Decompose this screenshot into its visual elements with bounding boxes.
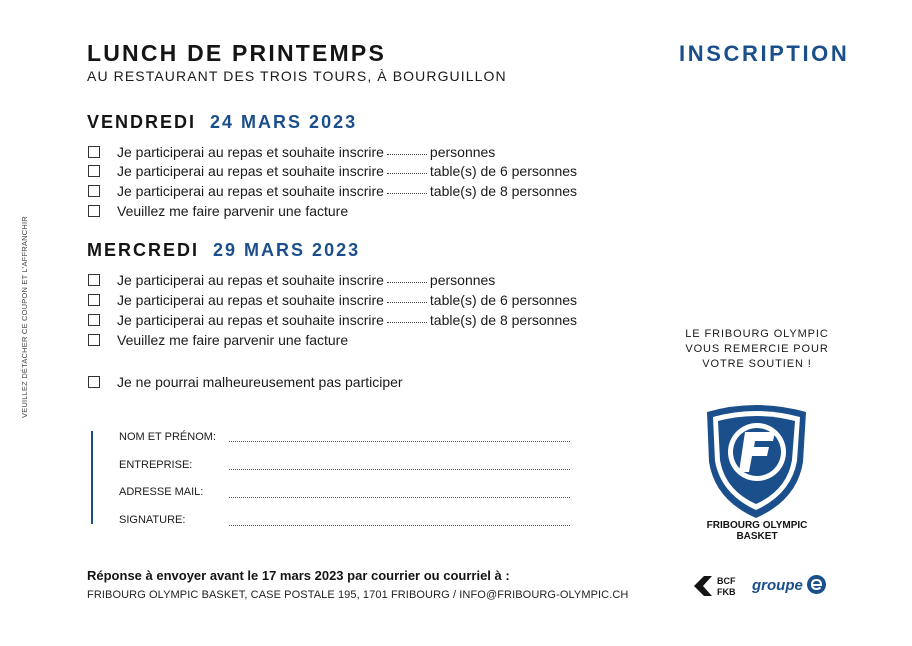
decline-option[interactable] bbox=[88, 373, 403, 391]
option-suffix: personnes bbox=[429, 144, 496, 160]
option-text: Je participerai au repas et souhaite inscrire bbox=[117, 163, 384, 179]
option-text: Je participerai au repas et souhaite inscrire bbox=[117, 292, 384, 308]
detach-note: VEUILLEZ DÉTACHER CE COUPON ET L'AFFRANCHIR bbox=[20, 216, 29, 418]
fill-in-blank[interactable] bbox=[387, 193, 427, 194]
checkbox[interactable] bbox=[88, 294, 100, 306]
day2-heading bbox=[87, 240, 360, 261]
fribourg-olympic-shield-logo bbox=[705, 402, 808, 520]
checkbox[interactable] bbox=[88, 205, 100, 217]
fill-in-blank[interactable] bbox=[387, 154, 427, 155]
email-field[interactable] bbox=[229, 497, 570, 498]
response-instructions: Réponse à envoyer avant le 17 mars 2023 par courrier ou courriel à : bbox=[87, 568, 510, 583]
company-label: ENTREPRISE: bbox=[119, 459, 193, 471]
svg-text:BCF: BCF bbox=[717, 576, 736, 586]
name-field[interactable] bbox=[229, 441, 570, 442]
day2-option-persons[interactable] bbox=[88, 271, 495, 289]
option-text: Je participerai au repas et souhaite inscrire bbox=[117, 144, 384, 160]
day2-day: MERCREDI bbox=[87, 240, 200, 260]
thanks-line-3: VOTRE SOUTIEN ! bbox=[702, 358, 812, 370]
checkbox[interactable] bbox=[88, 334, 100, 346]
option-text: Veuillez me faire parvenir une facture bbox=[117, 203, 349, 219]
logo-caption bbox=[690, 520, 824, 542]
bcf-fkb-logo bbox=[692, 574, 742, 598]
day2-option-table8[interactable] bbox=[88, 311, 577, 329]
company-field[interactable] bbox=[229, 469, 570, 470]
day1-date: 24 MARS 2023 bbox=[210, 112, 358, 132]
page-title: LUNCH DE PRINTEMPS bbox=[87, 40, 387, 66]
page-subtitle: AU RESTAURANT DES TROIS TOURS, À BOURGUILLON bbox=[87, 68, 507, 84]
day1-heading bbox=[87, 112, 357, 133]
day1-option-invoice[interactable] bbox=[88, 202, 348, 220]
option-text: Je participerai au repas et souhaite inscrire bbox=[117, 272, 384, 288]
inscription-heading: INSCRIPTION bbox=[679, 41, 850, 66]
contact-address: FRIBOURG OLYMPIC BASKET, CASE POSTALE 195, 1701 FRIBOURG / INFO@FRIBOURG-OLYMPIC.CH bbox=[87, 589, 629, 601]
checkbox[interactable] bbox=[88, 314, 100, 326]
email-label: ADRESSE MAIL: bbox=[119, 486, 204, 498]
option-text: Veuillez me faire parvenir une facture bbox=[117, 332, 349, 348]
option-text: Je participerai au repas et souhaite inscrire bbox=[117, 183, 384, 199]
day1-option-persons[interactable] bbox=[88, 143, 495, 161]
day1-option-table6[interactable] bbox=[88, 162, 577, 180]
groupe-e-logo bbox=[752, 575, 826, 594]
option-suffix: table(s) de 8 personnes bbox=[429, 183, 578, 199]
checkbox[interactable] bbox=[88, 274, 100, 286]
logo-caption-line-1: FRIBOURG OLYMPIC bbox=[706, 520, 808, 531]
checkbox[interactable] bbox=[88, 185, 100, 197]
option-suffix: personnes bbox=[429, 272, 496, 288]
option-text: Je participerai au repas et souhaite inscrire bbox=[117, 312, 384, 328]
thanks-message bbox=[670, 327, 844, 372]
option-suffix: table(s) de 8 personnes bbox=[429, 312, 578, 328]
name-label: NOM ET PRÉNOM: bbox=[119, 431, 216, 443]
fill-in-blank[interactable] bbox=[387, 302, 427, 303]
signature-label: SIGNATURE: bbox=[119, 514, 186, 526]
day2-option-invoice[interactable] bbox=[88, 331, 348, 349]
fill-in-blank[interactable] bbox=[387, 173, 427, 174]
checkbox[interactable] bbox=[88, 376, 100, 388]
fill-in-blank[interactable] bbox=[387, 282, 427, 283]
signature-field[interactable] bbox=[229, 525, 570, 526]
groupe-e-text: groupe bbox=[752, 577, 803, 594]
checkbox[interactable] bbox=[88, 146, 100, 158]
day1-option-table8[interactable] bbox=[88, 182, 577, 200]
form-accent-bar bbox=[91, 431, 93, 524]
thanks-line-1: LE FRIBOURG OLYMPIC bbox=[685, 328, 829, 340]
thanks-line-2: VOUS REMERCIE POUR bbox=[685, 343, 829, 355]
logo-caption-line-2: BASKET bbox=[736, 531, 778, 542]
groupe-e-icon bbox=[807, 575, 826, 594]
option-text: Je ne pourrai malheureusement pas participer bbox=[117, 374, 403, 390]
option-suffix: table(s) de 6 personnes bbox=[429, 163, 578, 179]
svg-text:FKB: FKB bbox=[717, 587, 736, 597]
day2-date: 29 MARS 2023 bbox=[213, 240, 361, 260]
day1-day: VENDREDI bbox=[87, 112, 197, 132]
checkbox[interactable] bbox=[88, 165, 100, 177]
option-suffix: table(s) de 6 personnes bbox=[429, 292, 578, 308]
day2-option-table6[interactable] bbox=[88, 291, 577, 309]
fill-in-blank[interactable] bbox=[387, 322, 427, 323]
